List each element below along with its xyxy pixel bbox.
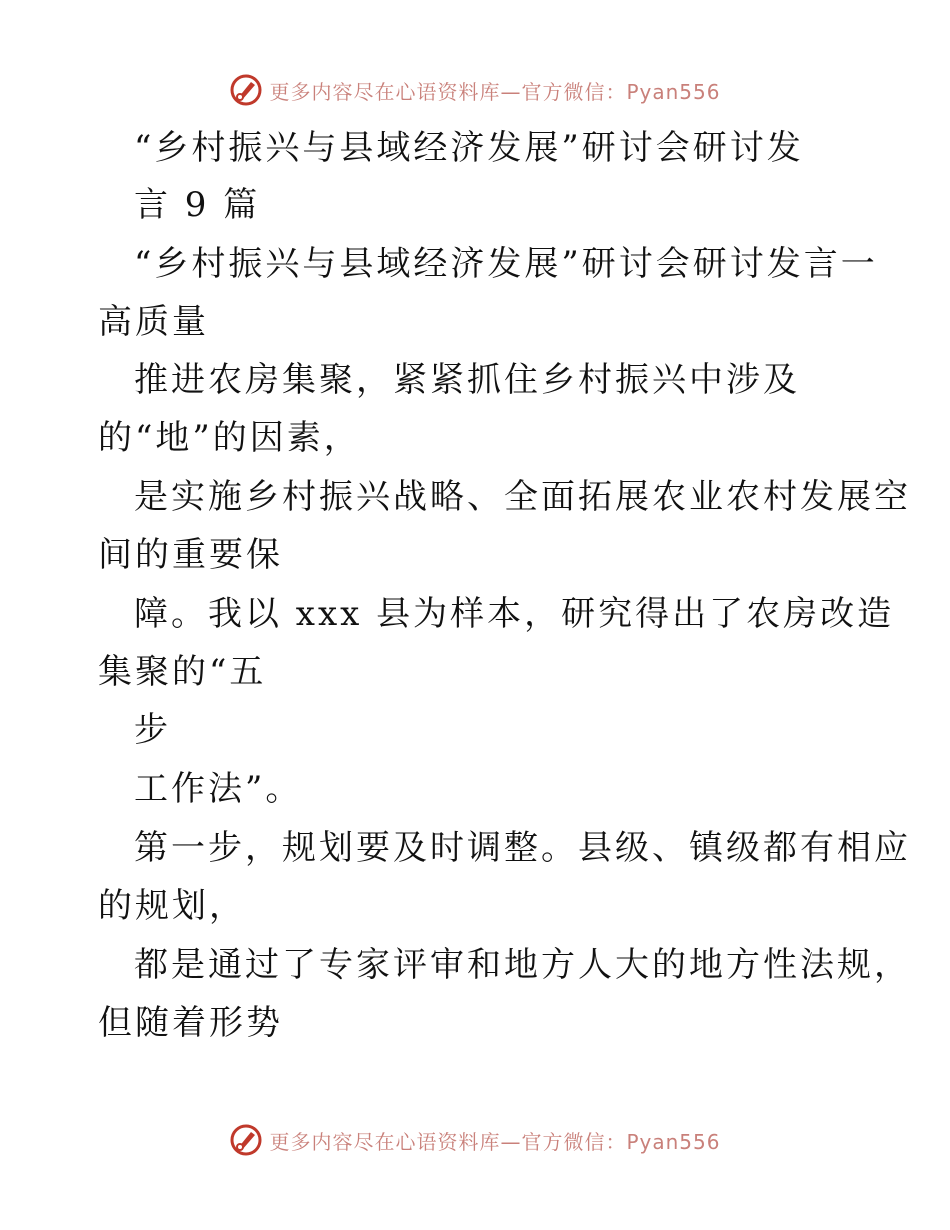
text-line: 推进农房集聚，紧紧抓住乡村振兴中涉及 — [134, 360, 800, 400]
text-line: 但随着形势 — [98, 1003, 283, 1043]
text-line: 第一步，规划要及时调整。县级、镇级都有相应 — [134, 828, 911, 868]
quill-seal-icon — [229, 73, 263, 107]
text-line: 都是通过了专家评审和地方人大的地方性法规， — [134, 945, 911, 985]
footer-watermark — [0, 1120, 950, 1160]
quill-seal-icon — [229, 1123, 263, 1157]
text-line: 间的重要保 — [98, 535, 283, 575]
text-line: 的规划， — [98, 886, 246, 926]
text-line: 障。我以 xxx 县为样本，研究得出了农房改造 — [134, 594, 895, 634]
watermark-text: 更多内容尽在心语资料库—官方微信：Pyan556 — [269, 1129, 721, 1154]
text-line: 集聚的“五 — [98, 652, 267, 692]
text-line: 工作法”。 — [134, 769, 303, 809]
text-line: 步 — [134, 710, 171, 750]
header-watermark — [0, 70, 950, 110]
text-line: 高质量 — [98, 302, 209, 342]
text-line: “乡村振兴与县域经济发展”研讨会研讨发言一 — [134, 244, 878, 284]
text-line: 的“地”的因素， — [98, 418, 361, 458]
text-line: “乡村振兴与县域经济发展”研讨会研讨发 — [134, 128, 804, 168]
text-line: 言 9 篇 — [134, 185, 261, 225]
text-line: 是实施乡村振兴战略、全面拓展农业农村发展空 — [134, 477, 911, 517]
watermark-text: 更多内容尽在心语资料库—官方微信：Pyan556 — [269, 79, 721, 104]
